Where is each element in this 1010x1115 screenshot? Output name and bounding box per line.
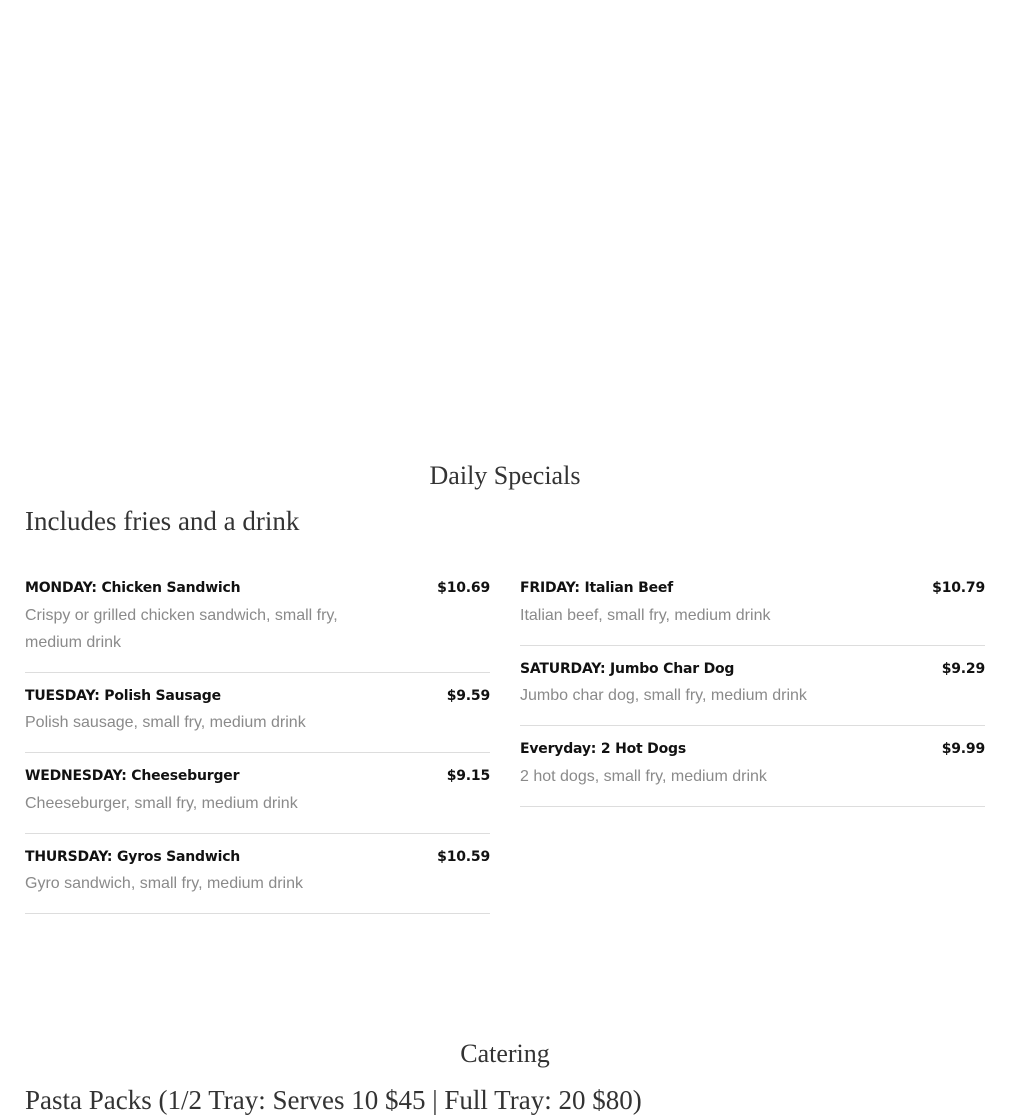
menu-item-price: $10.69: [437, 580, 490, 597]
menu-item-header: [520, 661, 985, 679]
menu-item-header: [25, 768, 490, 786]
menu-item-saturday: [520, 646, 985, 727]
menu-item-name: SATURDAY: Jumbo Char Dog: [520, 660, 735, 677]
catering-subheading: Pasta Packs (1/2 Tray: Serves 10 $45 | Full Tray: 20 $80): [25, 1084, 642, 1115]
menu-item-description: Jumbo char dog, small fry, medium drink: [520, 687, 807, 705]
menu-item-everyday: [520, 726, 985, 807]
specials-left-column: [25, 580, 490, 914]
menu-item-name: WEDNESDAY: Cheeseburger: [25, 768, 240, 785]
menu-item-description: Gyro sandwich, small fry, medium drink: [25, 875, 303, 893]
catering-heading: Catering: [460, 1039, 550, 1068]
specials-grid: [0, 580, 1010, 914]
menu-item-price: $10.79: [932, 580, 985, 597]
menu-item-description: Cheeseburger, small fry, medium drink: [25, 794, 298, 812]
menu-item-description: Italian beef, small fry, medium drink: [520, 606, 771, 624]
menu-item-header: [25, 580, 490, 598]
menu-item-header: [520, 580, 985, 598]
menu-item-price: $9.15: [446, 768, 490, 785]
menu-item-price: $9.99: [941, 741, 985, 758]
menu-item-name: Everyday: 2 Hot Dogs: [520, 741, 686, 758]
daily-specials-heading: Daily Specials: [429, 461, 581, 490]
blank-banner-area: [0, 0, 1010, 462]
catering-section: [0, 1040, 1010, 1115]
menu-item-friday: [520, 580, 985, 646]
menu-item-wednesday: [25, 753, 490, 834]
daily-specials-section: [0, 462, 1010, 914]
menu-item-price: $10.59: [437, 848, 490, 865]
menu-item-header: [25, 688, 490, 706]
menu-item-name: TUESDAY: Polish Sausage: [25, 687, 221, 704]
daily-specials-subheading: Includes fries and a drink: [25, 505, 300, 536]
menu-item-description: Crispy or grilled chicken sandwich, small fry, medium drink: [25, 606, 338, 651]
menu-item-header: [25, 849, 490, 867]
specials-right-column: [520, 580, 985, 914]
menu-item-monday: [25, 580, 490, 673]
menu-item-description: Polish sausage, small fry, medium drink: [25, 714, 306, 732]
menu-item-price: $9.59: [446, 687, 490, 704]
menu-item-tuesday: [25, 673, 490, 754]
menu-item-thursday: [25, 834, 490, 915]
menu-item-price: $9.29: [941, 660, 985, 677]
menu-item-name: MONDAY: Chicken Sandwich: [25, 580, 241, 597]
menu-item-name: FRIDAY: Italian Beef: [520, 580, 674, 597]
menu-item-header: [520, 741, 985, 759]
menu-item-description: 2 hot dogs, small fry, medium drink: [520, 767, 767, 785]
menu-item-name: THURSDAY: Gyros Sandwich: [25, 848, 241, 865]
